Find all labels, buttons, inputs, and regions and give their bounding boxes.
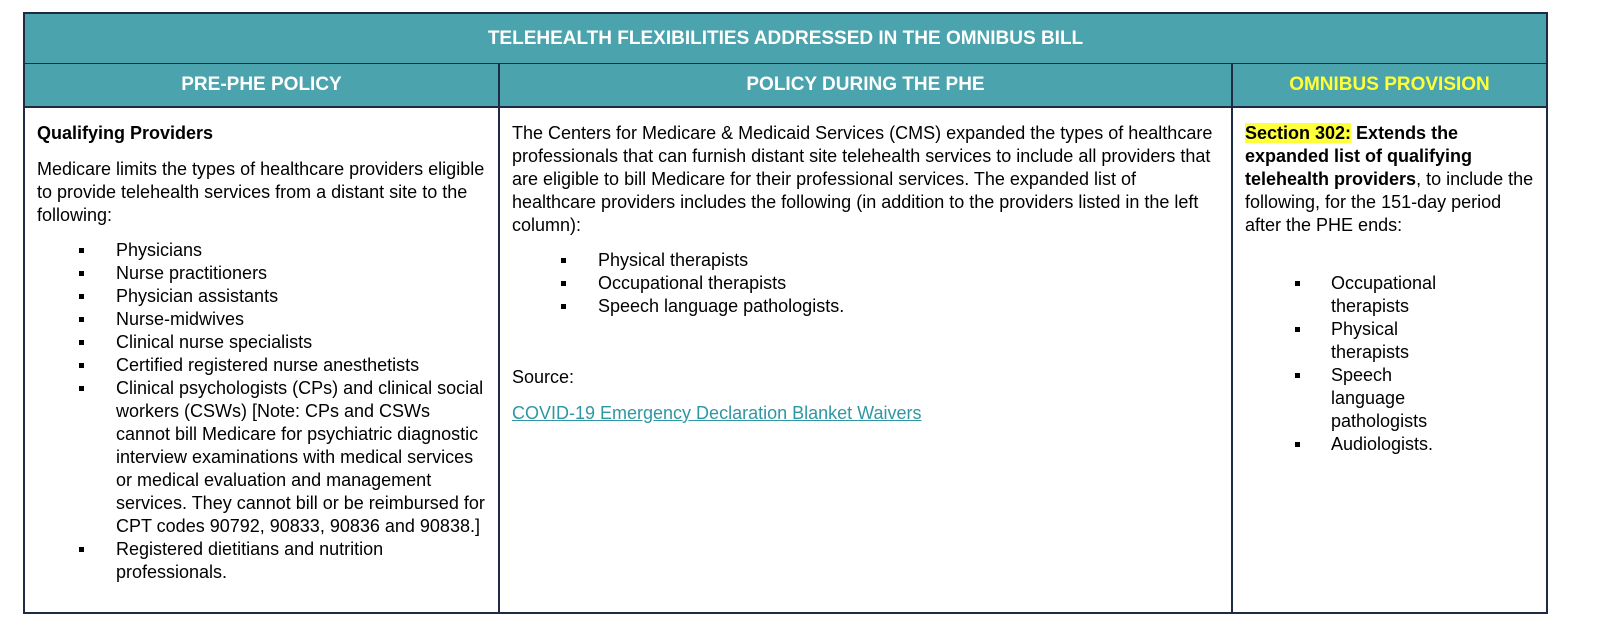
list-item: Certified registered nurse anesthetists <box>37 354 488 377</box>
list-item: Physician assistants <box>37 285 488 308</box>
covid-waivers-link[interactable]: COVID-19 Emergency Declaration Blanket Waivers <box>512 403 922 423</box>
list-item: Clinical psychologists (CPs) and clinical social workers (CSWs) [Note: CPs and CSWs cannot bill Medicare for psychiatric diagnostic interview examinations with medical services or medical evaluation and management services. They cannot bill or be reimbursed for CPT codes 90792, 90833, 90836 and 90838.] <box>37 377 488 538</box>
list-item: Physical therapists <box>1245 318 1415 364</box>
list-item: Nurse practitioners <box>37 262 488 285</box>
pre-phe-provider-list <box>37 239 488 584</box>
list-item: Clinical nurse specialists <box>37 331 488 354</box>
header-pre-phe-policy: PRE-PHE POLICY <box>25 64 500 106</box>
pre-phe-intro: Medicare limits the types of healthcare providers eligible to provide telehealth services from a distant site to the following: <box>37 159 485 225</box>
list-item: Occupational therapists <box>1245 272 1415 318</box>
qualifying-providers-heading: Qualifying Providers <box>37 123 214 143</box>
omnibus-description <box>1245 122 1536 237</box>
pre-phe-cell <box>25 108 500 612</box>
source-label: Source: <box>512 367 575 387</box>
table-title: TELEHEALTH FLEXIBILITIES ADDRESSED IN THE OMNIBUS BILL <box>25 14 1546 64</box>
during-phe-cell <box>500 108 1233 612</box>
list-item: Speech language pathologists <box>1245 364 1415 433</box>
during-phe-intro: The Centers for Medicare & Medicaid Services (CMS) expanded the types of healthcare professionals that can furnish distant site telehealth services to include all providers that are eligible to bill Medicare for their professional services. The expanded list of healthcare providers includes the following (in addition to the providers listed in the left column): <box>512 123 1213 235</box>
list-item: Nurse-midwives <box>37 308 488 331</box>
during-phe-provider-list <box>512 249 1219 318</box>
omnibus-cell <box>1233 108 1546 612</box>
table-body-row <box>25 108 1546 612</box>
list-item: Occupational therapists <box>512 272 1219 295</box>
list-item: Physicians <box>37 239 488 262</box>
header-omnibus-provision: OMNIBUS PROVISION <box>1289 74 1490 95</box>
omnibus-bold-text: Extends the expanded list of qualifying telehealth providers <box>1245 123 1473 189</box>
list-item: Speech language pathologists. <box>512 295 1219 318</box>
list-item: Physical therapists <box>512 249 1219 272</box>
column-header-row <box>25 64 1546 108</box>
header-policy-during-phe: POLICY DURING THE PHE <box>500 64 1233 106</box>
section-302-label: Section 302: <box>1245 123 1352 143</box>
list-item: Audiologists. <box>1245 433 1415 456</box>
telehealth-table <box>23 12 1548 614</box>
omnibus-provider-list <box>1245 272 1437 456</box>
omnibus-rest-text: , to include the following, for the 151-day period after the PHE ends: <box>1245 169 1534 235</box>
list-item: Registered dietitians and nutrition professionals. <box>37 538 488 584</box>
